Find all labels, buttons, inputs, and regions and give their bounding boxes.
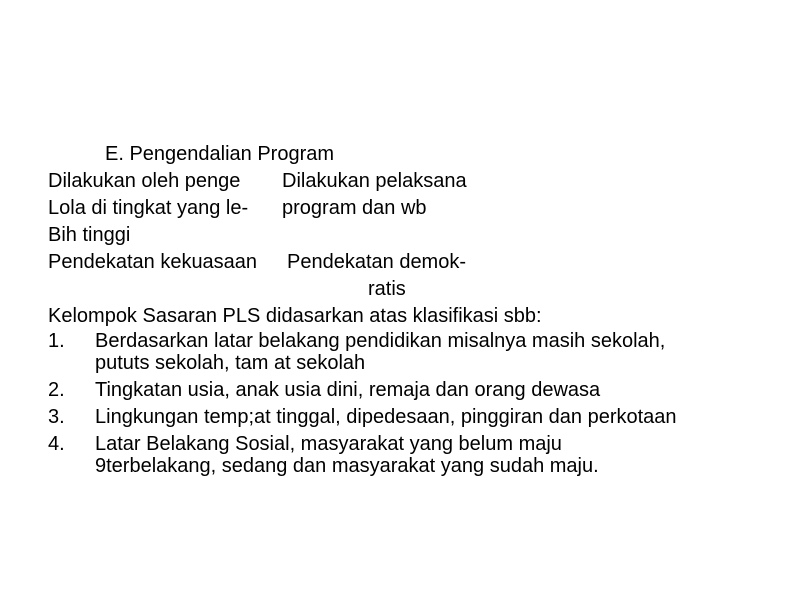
- comparison-left-2: Lola di tingkat yang le-: [48, 197, 249, 219]
- list-item-text: Latar Belakang Sosial, masyarakat yang belum maju: [95, 433, 562, 455]
- list-number: 1.: [48, 330, 65, 352]
- list-number: 3.: [48, 406, 65, 428]
- list-item-text-continued: pututs sekolah, tam at sekolah: [95, 352, 366, 374]
- list-number: 4.: [48, 433, 65, 455]
- list-item-text: Tingkatan usia, anak usia dini, remaja dan orang dewasa: [95, 379, 601, 401]
- intro-text: Kelompok Sasaran PLS didasarkan atas klasifikasi sbb:: [48, 305, 542, 327]
- comparison-right-2: program dan wb: [282, 197, 427, 219]
- comparison-right-5: ratis: [368, 278, 406, 300]
- list-item: [48, 330, 788, 374]
- list-item-text-continued: 9terbelakang, sedang dan masyarakat yang sudah maju.: [95, 455, 599, 477]
- comparison-left-4: Pendekatan kekuasaan: [48, 251, 258, 273]
- comparison-right-1: Dilakukan pelaksana: [282, 170, 467, 192]
- target-group-list: [48, 330, 788, 482]
- comparison-left-3: Bih tinggi: [48, 224, 131, 246]
- list-item: [48, 379, 788, 401]
- list-item-text: Lingkungan temp;at tinggal, dipedesaan, pinggiran dan perkotaan: [95, 406, 677, 428]
- list-item: [48, 433, 788, 477]
- comparison-right-4: Pendekatan demok-: [287, 251, 467, 273]
- section-heading: E. Pengendalian Program: [105, 143, 335, 165]
- list-item-text: Berdasarkan latar belakang pendidikan misalnya masih sekolah,: [95, 330, 666, 352]
- list-number: 2.: [48, 379, 65, 401]
- comparison-left-1: Dilakukan oleh penge: [48, 170, 241, 192]
- list-item: [48, 406, 788, 428]
